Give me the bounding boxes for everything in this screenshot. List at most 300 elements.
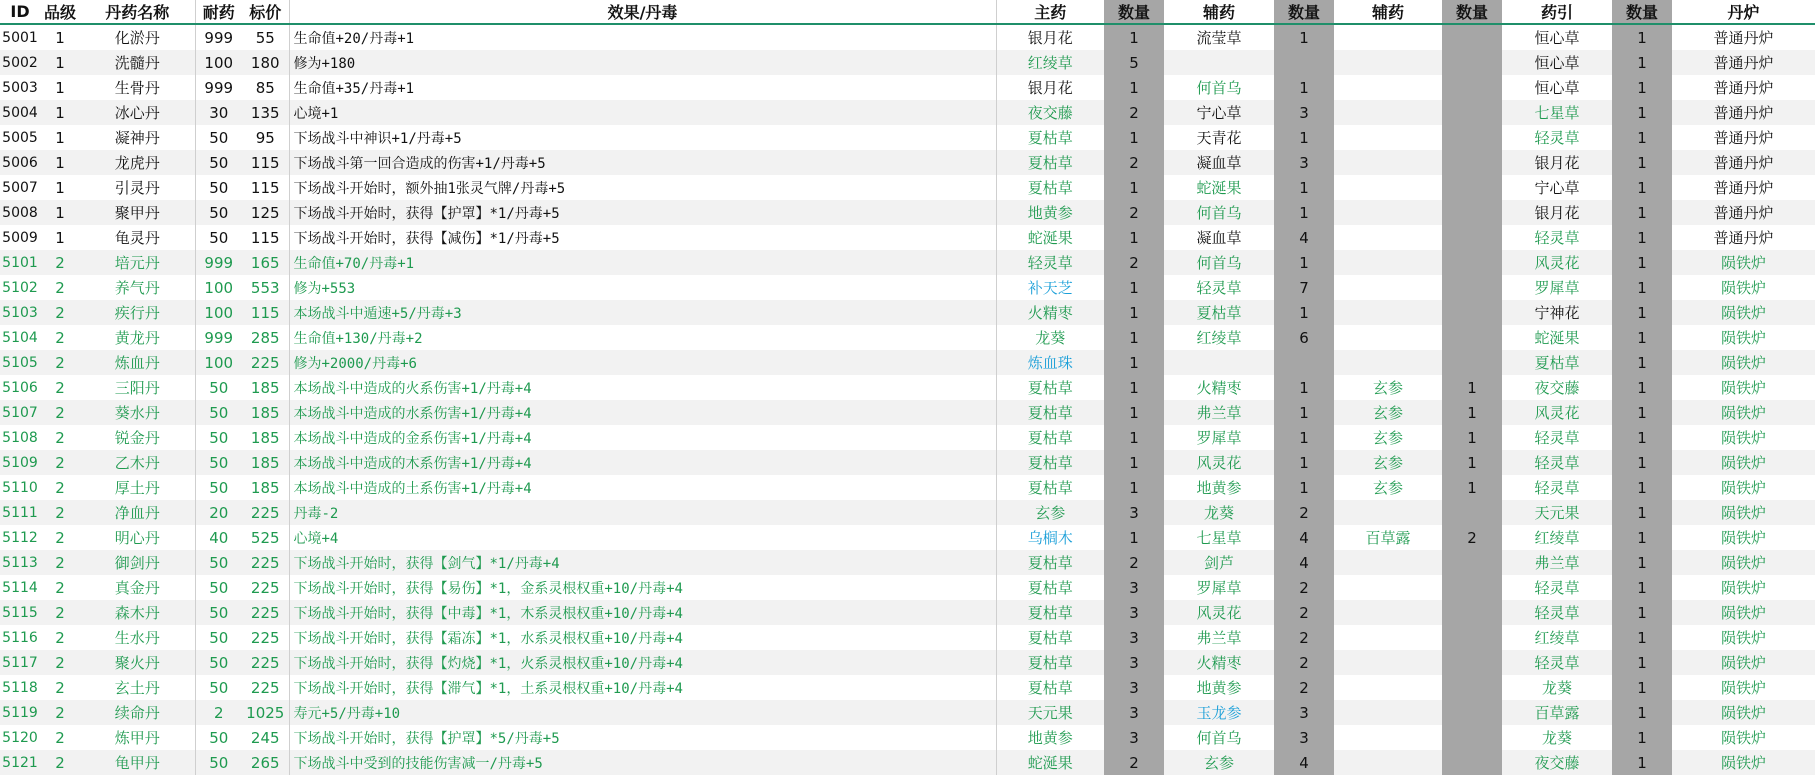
- cell-qty-3[interactable]: [1442, 24, 1502, 50]
- table-row[interactable]: [0, 225, 1815, 250]
- cell-qty-4[interactable]: 1: [1612, 300, 1672, 325]
- cell-grade[interactable]: 1: [55, 28, 65, 47]
- cell-price[interactable]: 115: [242, 150, 289, 175]
- cell-aux-herb-2[interactable]: [1334, 725, 1442, 750]
- cell-pill-name[interactable]: 凝神丹: [114, 129, 160, 147]
- cell-effect[interactable]: 修为+553: [289, 275, 996, 300]
- cell-aux-herb-2[interactable]: [1334, 75, 1442, 100]
- cell-resistance[interactable]: 999: [195, 250, 242, 275]
- cell-qty-2[interactable]: 4: [1274, 750, 1334, 775]
- cell-resistance[interactable]: 50: [195, 625, 242, 650]
- cell-grade[interactable]: 2: [40, 650, 80, 675]
- table-row[interactable]: [0, 575, 1815, 600]
- cell-aux-herb-2[interactable]: [1334, 150, 1442, 175]
- cell-qty-4[interactable]: 1: [1612, 450, 1672, 475]
- cell-id[interactable]: 5111: [0, 500, 40, 525]
- cell-pill-name[interactable]: 培元丹: [80, 250, 195, 275]
- cell-grade[interactable]: 2: [55, 278, 65, 297]
- cell-aux-herb-2[interactable]: [1334, 625, 1442, 650]
- cell-resistance[interactable]: 50: [195, 475, 242, 500]
- cell-furnace[interactable]: 陨铁炉: [1720, 279, 1766, 297]
- cell-aux-herb-2[interactable]: 玄参: [1372, 429, 1403, 447]
- cell-furnace[interactable]: 陨铁炉: [1672, 550, 1815, 575]
- cell-pill-name[interactable]: 龟灵丹: [114, 229, 160, 247]
- cell-price[interactable]: 225: [250, 578, 280, 597]
- table-row[interactable]: [0, 675, 1815, 700]
- cell-furnace[interactable]: 陨铁炉: [1672, 700, 1815, 725]
- cell-qty-2[interactable]: 3: [1274, 700, 1334, 725]
- cell-pill-name[interactable]: 冰心丹: [80, 100, 195, 125]
- col-header-grade[interactable]: 品级: [40, 0, 80, 24]
- cell-price[interactable]: 125: [242, 200, 289, 225]
- cell-resistance[interactable]: 999: [195, 325, 242, 350]
- table-row[interactable]: [0, 525, 1815, 550]
- cell-furnace[interactable]: 普通丹炉: [1713, 79, 1774, 97]
- cell-qty-2[interactable]: 1: [1274, 75, 1334, 100]
- cell-resistance[interactable]: 100: [195, 275, 242, 300]
- cell-effect[interactable]: 丹毒-2: [289, 500, 996, 525]
- cell-resistance[interactable]: 50: [195, 150, 242, 175]
- cell-qty-1[interactable]: 3: [1104, 500, 1164, 525]
- cell-id[interactable]: 5102: [2, 279, 38, 296]
- cell-aux-herb-1[interactable]: 剑芦: [1164, 550, 1274, 575]
- cell-id[interactable]: 5109: [0, 450, 40, 475]
- cell-qty-4[interactable]: 1: [1612, 600, 1672, 625]
- cell-price[interactable]: 265: [242, 750, 289, 775]
- cell-effect[interactable]: 下场战斗开始时，获得【灼烧】*1，火系灵根权重+10/丹毒+4: [289, 650, 996, 675]
- cell-qty-1[interactable]: 1: [1104, 400, 1164, 425]
- cell-furnace[interactable]: 陨铁炉: [1672, 450, 1815, 475]
- cell-id[interactable]: 5120: [2, 729, 38, 746]
- cell-main-herb[interactable]: 天元果: [996, 700, 1104, 725]
- cell-qty-2[interactable]: 6: [1274, 325, 1334, 350]
- cell-qty-1[interactable]: 2: [1104, 200, 1164, 225]
- cell-aux-herb-1[interactable]: 玄参: [1164, 750, 1274, 775]
- cell-qty-2[interactable]: 1: [1274, 300, 1334, 325]
- cell-main-herb[interactable]: 夏枯草: [996, 475, 1104, 500]
- cell-effect[interactable]: 生命值+20/丹毒+1: [289, 24, 996, 50]
- cell-qty-1[interactable]: 5: [1104, 50, 1164, 75]
- col-header-name[interactable]: 丹药名称: [80, 0, 195, 24]
- cell-grade[interactable]: 2: [40, 750, 80, 775]
- cell-effect[interactable]: 下场战斗开始时，获得【护罩】*5/丹毒+5: [289, 725, 996, 750]
- cell-qty-4[interactable]: 1: [1612, 325, 1672, 350]
- cell-qty-2[interactable]: 2: [1274, 600, 1334, 625]
- cell-main-herb[interactable]: 龙葵: [996, 325, 1104, 350]
- cell-catalyst[interactable]: 风灵花: [1502, 400, 1612, 425]
- cell-qty-1[interactable]: 1: [1104, 300, 1164, 325]
- cell-grade[interactable]: 2: [40, 400, 80, 425]
- cell-qty-2[interactable]: 1: [1274, 250, 1334, 275]
- cell-aux-herb-2[interactable]: 百草露: [1365, 529, 1411, 547]
- cell-qty-4[interactable]: 1: [1612, 75, 1672, 100]
- cell-aux-herb-2[interactable]: [1334, 325, 1442, 350]
- cell-resistance[interactable]: 50: [195, 575, 242, 600]
- cell-qty-2[interactable]: 1: [1274, 375, 1334, 400]
- cell-aux-herb-1[interactable]: 凝血草: [1164, 150, 1274, 175]
- cell-catalyst[interactable]: 罗犀草: [1534, 279, 1580, 297]
- cell-main-herb[interactable]: 夏枯草: [996, 675, 1104, 700]
- cell-qty-4[interactable]: 1: [1612, 525, 1672, 550]
- cell-resistance[interactable]: 50: [195, 675, 242, 700]
- cell-qty-3[interactable]: [1442, 150, 1502, 175]
- cell-price[interactable]: 135: [242, 100, 289, 125]
- cell-grade[interactable]: 2: [55, 328, 65, 347]
- col-header-price[interactable]: 标价: [242, 0, 289, 24]
- cell-catalyst[interactable]: 弗兰草: [1502, 550, 1612, 575]
- cell-catalyst[interactable]: 轻灵草: [1534, 429, 1580, 447]
- cell-aux-herb-1[interactable]: 流莹草: [1196, 29, 1242, 47]
- cell-qty-1[interactable]: 1: [1104, 350, 1164, 375]
- cell-aux-herb-2[interactable]: [1334, 500, 1442, 525]
- cell-id[interactable]: 5117: [0, 650, 40, 675]
- cell-aux-herb-2[interactable]: [1334, 225, 1442, 250]
- cell-qty-3[interactable]: 2: [1442, 525, 1502, 550]
- cell-effect[interactable]: 心境+4: [289, 525, 996, 550]
- cell-furnace[interactable]: 普通丹炉: [1713, 179, 1774, 197]
- cell-furnace[interactable]: 普通丹炉: [1672, 150, 1815, 175]
- cell-qty-1[interactable]: 1: [1104, 125, 1164, 150]
- cell-price[interactable]: 165: [242, 250, 289, 275]
- cell-furnace[interactable]: 陨铁炉: [1720, 379, 1766, 397]
- cell-qty-3[interactable]: 1: [1442, 400, 1502, 425]
- cell-qty-4[interactable]: 1: [1612, 350, 1672, 375]
- col-header-qty-1[interactable]: 数量: [1104, 0, 1164, 24]
- cell-aux-herb-1[interactable]: 蛇涎果: [1196, 179, 1242, 197]
- cell-catalyst[interactable]: 红绫草: [1534, 529, 1580, 547]
- cell-aux-herb-2[interactable]: [1334, 300, 1442, 325]
- col-header-qty-4[interactable]: 数量: [1612, 0, 1672, 24]
- table-row[interactable]: [0, 550, 1815, 575]
- cell-furnace[interactable]: 陨铁炉: [1720, 729, 1766, 747]
- cell-aux-herb-2[interactable]: [1334, 350, 1442, 375]
- cell-furnace[interactable]: 陨铁炉: [1720, 329, 1766, 347]
- cell-price[interactable]: 180: [242, 50, 289, 75]
- cell-qty-1[interactable]: 3: [1104, 650, 1164, 675]
- cell-resistance[interactable]: 100: [195, 50, 242, 75]
- cell-qty-1[interactable]: 3: [1104, 600, 1164, 625]
- cell-qty-2[interactable]: 2: [1274, 625, 1334, 650]
- cell-qty-3[interactable]: [1442, 300, 1502, 325]
- col-header-id[interactable]: ID: [0, 0, 40, 24]
- col-header-qty-3[interactable]: 数量: [1442, 0, 1502, 24]
- cell-qty-1[interactable]: 1: [1104, 425, 1164, 450]
- cell-aux-herb-2[interactable]: [1334, 50, 1442, 75]
- cell-main-herb[interactable]: 夏枯草: [996, 375, 1104, 400]
- cell-qty-1[interactable]: 3: [1104, 700, 1164, 725]
- cell-effect[interactable]: 下场战斗开始时，获得【霜冻】*1，水系灵根权重+10/丹毒+4: [289, 625, 996, 650]
- cell-qty-4[interactable]: 1: [1612, 225, 1672, 250]
- cell-price[interactable]: 225: [242, 600, 289, 625]
- cell-furnace[interactable]: 普通丹炉: [1713, 129, 1774, 147]
- table-row[interactable]: [0, 100, 1815, 125]
- cell-grade[interactable]: 2: [55, 478, 65, 497]
- cell-price[interactable]: 285: [250, 328, 280, 347]
- cell-furnace[interactable]: 陨铁炉: [1720, 429, 1766, 447]
- cell-qty-2[interactable]: 3: [1274, 725, 1334, 750]
- cell-qty-2[interactable]: 1: [1274, 200, 1334, 225]
- table-row[interactable]: [0, 200, 1815, 225]
- cell-catalyst[interactable]: 龙葵: [1541, 729, 1572, 747]
- cell-aux-herb-2[interactable]: [1334, 24, 1442, 50]
- cell-aux-herb-1[interactable]: 罗犀草: [1196, 579, 1242, 597]
- table-row[interactable]: [0, 175, 1815, 200]
- cell-catalyst[interactable]: 百草露: [1502, 700, 1612, 725]
- cell-qty-3[interactable]: [1442, 500, 1502, 525]
- cell-pill-name[interactable]: 续命丹: [80, 700, 195, 725]
- col-header-resistance[interactable]: 耐药: [195, 0, 242, 24]
- cell-aux-herb-2[interactable]: [1334, 250, 1442, 275]
- cell-qty-4[interactable]: 1: [1612, 50, 1672, 75]
- cell-pill-name[interactable]: 明心丹: [114, 529, 160, 547]
- cell-price[interactable]: 225: [242, 500, 289, 525]
- cell-resistance[interactable]: 50: [195, 450, 242, 475]
- table-row[interactable]: [0, 75, 1815, 100]
- cell-effect[interactable]: 心境+1: [289, 100, 996, 125]
- cell-grade[interactable]: 2: [40, 500, 80, 525]
- cell-pill-name[interactable]: 真金丹: [114, 579, 160, 597]
- cell-resistance[interactable]: 999: [195, 75, 242, 100]
- cell-id[interactable]: 5113: [0, 550, 40, 575]
- cell-qty-3[interactable]: [1442, 350, 1502, 375]
- cell-main-herb[interactable]: 夏枯草: [996, 425, 1104, 450]
- cell-catalyst[interactable]: 轻灵草: [1534, 479, 1580, 497]
- cell-grade[interactable]: 2: [40, 700, 80, 725]
- cell-aux-herb-1[interactable]: 龙葵: [1164, 500, 1274, 525]
- cell-aux-herb-2[interactable]: 玄参: [1334, 450, 1442, 475]
- cell-qty-3[interactable]: [1442, 325, 1502, 350]
- cell-qty-3[interactable]: [1442, 75, 1502, 100]
- cell-qty-4[interactable]: 1: [1612, 250, 1672, 275]
- table-row[interactable]: [0, 150, 1815, 175]
- cell-qty-3[interactable]: 1: [1442, 425, 1502, 450]
- cell-price[interactable]: 185: [250, 378, 280, 397]
- table-row[interactable]: [0, 125, 1815, 150]
- cell-catalyst[interactable]: 轻灵草: [1502, 650, 1612, 675]
- cell-aux-herb-1[interactable]: 弗兰草: [1196, 629, 1242, 647]
- cell-catalyst[interactable]: 银月花: [1502, 150, 1612, 175]
- cell-qty-2[interactable]: 7: [1274, 275, 1334, 300]
- cell-resistance[interactable]: 50: [195, 125, 242, 150]
- cell-furnace[interactable]: 陨铁炉: [1672, 250, 1815, 275]
- cell-main-herb[interactable]: 夏枯草: [996, 150, 1104, 175]
- cell-pill-name[interactable]: 玄土丹: [114, 679, 160, 697]
- table-row[interactable]: [0, 275, 1815, 300]
- cell-qty-1[interactable]: 1: [1104, 450, 1164, 475]
- cell-effect[interactable]: 本场战斗中遁速+5/丹毒+3: [289, 300, 996, 325]
- cell-main-herb[interactable]: 夏枯草: [996, 600, 1104, 625]
- cell-qty-4[interactable]: 1: [1612, 550, 1672, 575]
- cell-pill-name[interactable]: 疾行丹: [80, 300, 195, 325]
- cell-qty-1[interactable]: 2: [1104, 250, 1164, 275]
- cell-qty-3[interactable]: 1: [1442, 375, 1502, 400]
- cell-qty-2[interactable]: 1: [1274, 175, 1334, 200]
- cell-qty-2[interactable]: 4: [1274, 550, 1334, 575]
- cell-grade[interactable]: 1: [40, 200, 80, 225]
- cell-resistance[interactable]: 50: [195, 750, 242, 775]
- cell-qty-4[interactable]: 1: [1612, 150, 1672, 175]
- cell-catalyst[interactable]: 恒心草: [1502, 50, 1612, 75]
- cell-aux-herb-1[interactable]: 何首乌: [1196, 729, 1242, 747]
- cell-aux-herb-2[interactable]: 玄参: [1372, 379, 1403, 397]
- cell-id[interactable]: 5112: [2, 529, 38, 546]
- cell-qty-2[interactable]: 3: [1274, 150, 1334, 175]
- cell-qty-2[interactable]: 2: [1274, 650, 1334, 675]
- cell-resistance[interactable]: 999: [195, 24, 242, 50]
- cell-id[interactable]: 5119: [0, 700, 40, 725]
- cell-id[interactable]: 5001: [2, 29, 38, 46]
- table-row[interactable]: [0, 725, 1815, 750]
- cell-id[interactable]: 5104: [2, 329, 38, 346]
- cell-qty-4[interactable]: 1: [1612, 700, 1672, 725]
- col-header-catalyst[interactable]: 药引: [1502, 0, 1612, 24]
- cell-price[interactable]: 225: [242, 650, 289, 675]
- cell-id[interactable]: 5105: [0, 350, 40, 375]
- cell-qty-3[interactable]: [1442, 225, 1502, 250]
- cell-qty-2[interactable]: 1: [1274, 450, 1334, 475]
- cell-furnace[interactable]: 陨铁炉: [1672, 400, 1815, 425]
- cell-furnace[interactable]: 陨铁炉: [1720, 529, 1766, 547]
- cell-qty-3[interactable]: [1442, 600, 1502, 625]
- cell-qty-4[interactable]: 1: [1612, 375, 1672, 400]
- cell-main-herb[interactable]: 夏枯草: [996, 575, 1104, 600]
- cell-price[interactable]: 245: [250, 728, 280, 747]
- cell-qty-4[interactable]: 1: [1612, 725, 1672, 750]
- cell-aux-herb-2[interactable]: 玄参: [1334, 400, 1442, 425]
- cell-aux-herb-1[interactable]: 凝血草: [1196, 229, 1242, 247]
- cell-main-herb[interactable]: 夏枯草: [996, 175, 1104, 200]
- cell-catalyst[interactable]: 宁神花: [1502, 300, 1612, 325]
- cell-effect[interactable]: 下场战斗第一回合造成的伤害+1/丹毒+5: [289, 150, 996, 175]
- cell-catalyst[interactable]: 夜交藤: [1534, 379, 1580, 397]
- cell-main-herb[interactable]: 银月花: [996, 75, 1104, 100]
- cell-furnace[interactable]: 陨铁炉: [1720, 579, 1766, 597]
- cell-resistance[interactable]: 40: [195, 525, 242, 550]
- cell-main-herb[interactable]: 夏枯草: [996, 450, 1104, 475]
- cell-grade[interactable]: 2: [40, 450, 80, 475]
- cell-catalyst[interactable]: 恒心草: [1534, 79, 1580, 97]
- cell-effect[interactable]: 寿元+5/丹毒+10: [289, 700, 996, 725]
- cell-qty-1[interactable]: 3: [1104, 675, 1164, 700]
- cell-furnace[interactable]: 普通丹炉: [1713, 29, 1774, 47]
- cell-qty-1[interactable]: 2: [1104, 100, 1164, 125]
- cell-furnace[interactable]: 陨铁炉: [1720, 479, 1766, 497]
- cell-catalyst[interactable]: 恒心草: [1534, 29, 1580, 47]
- cell-main-herb[interactable]: 夏枯草: [996, 125, 1104, 150]
- table-row[interactable]: [0, 750, 1815, 775]
- cell-id[interactable]: 5103: [0, 300, 40, 325]
- cell-main-herb[interactable]: 银月花: [996, 24, 1104, 50]
- cell-aux-herb-1[interactable]: 宁心草: [1164, 100, 1274, 125]
- cell-pill-name[interactable]: 黄龙丹: [114, 329, 160, 347]
- cell-qty-1[interactable]: 1: [1104, 175, 1164, 200]
- cell-effect[interactable]: 下场战斗开始时，获得【中毒】*1，木系灵根权重+10/丹毒+4: [289, 600, 996, 625]
- cell-pill-name[interactable]: 锐金丹: [114, 429, 160, 447]
- cell-qty-3[interactable]: [1442, 675, 1502, 700]
- cell-qty-4[interactable]: 1: [1612, 175, 1672, 200]
- cell-main-herb[interactable]: 炼血珠: [996, 350, 1104, 375]
- cell-qty-1[interactable]: 1: [1104, 24, 1164, 50]
- cell-effect[interactable]: 修为+180: [289, 50, 996, 75]
- cell-grade[interactable]: 1: [40, 150, 80, 175]
- table-row[interactable]: [0, 375, 1815, 400]
- cell-pill-name[interactable]: 御剑丹: [80, 550, 195, 575]
- cell-resistance[interactable]: 50: [195, 725, 242, 750]
- cell-price[interactable]: 525: [250, 528, 280, 547]
- cell-qty-1[interactable]: 2: [1104, 150, 1164, 175]
- cell-pill-name[interactable]: 聚甲丹: [80, 200, 195, 225]
- col-header-qty-2[interactable]: 数量: [1274, 0, 1334, 24]
- table-row[interactable]: [0, 650, 1815, 675]
- cell-aux-herb-1[interactable]: 天青花: [1196, 129, 1242, 147]
- cell-main-herb[interactable]: 夏枯草: [996, 650, 1104, 675]
- cell-pill-name[interactable]: 引灵丹: [114, 179, 160, 197]
- cell-pill-name[interactable]: 生骨丹: [114, 79, 160, 97]
- cell-effect[interactable]: 下场战斗开始时，获得【剑气】*1/丹毒+4: [289, 550, 996, 575]
- cell-aux-herb-2[interactable]: [1334, 600, 1442, 625]
- cell-price[interactable]: 185: [250, 478, 280, 497]
- cell-qty-1[interactable]: 3: [1104, 575, 1164, 600]
- cell-pill-name[interactable]: 化淤丹: [114, 29, 160, 47]
- cell-aux-herb-1[interactable]: 何首乌: [1164, 200, 1274, 225]
- cell-furnace[interactable]: 陨铁炉: [1672, 300, 1815, 325]
- cell-qty-1[interactable]: 3: [1104, 725, 1164, 750]
- cell-price[interactable]: 115: [250, 228, 280, 247]
- cell-qty-3[interactable]: [1442, 125, 1502, 150]
- cell-grade[interactable]: 2: [55, 728, 65, 747]
- cell-qty-1[interactable]: 1: [1104, 475, 1164, 500]
- cell-qty-3[interactable]: [1442, 250, 1502, 275]
- cell-qty-3[interactable]: [1442, 200, 1502, 225]
- cell-qty-4[interactable]: 1: [1612, 625, 1672, 650]
- cell-qty-1[interactable]: 2: [1104, 550, 1164, 575]
- cell-aux-herb-2[interactable]: [1334, 275, 1442, 300]
- cell-effect[interactable]: 下场战斗开始时，获得【减伤】*1/丹毒+5: [289, 225, 996, 250]
- cell-pill-name[interactable]: 洗髓丹: [80, 50, 195, 75]
- cell-catalyst[interactable]: 轻灵草: [1502, 450, 1612, 475]
- cell-qty-4[interactable]: 1: [1612, 675, 1672, 700]
- cell-main-herb[interactable]: 地黄参: [996, 725, 1104, 750]
- cell-main-herb[interactable]: 补天芝: [996, 275, 1104, 300]
- cell-aux-herb-1[interactable]: 玉龙参: [1164, 700, 1274, 725]
- cell-qty-2[interactable]: 4: [1274, 525, 1334, 550]
- cell-resistance[interactable]: 50: [195, 400, 242, 425]
- cell-price[interactable]: 185: [242, 450, 289, 475]
- cell-effect[interactable]: 下场战斗开始时，额外抽1张灵气牌/丹毒+5: [289, 175, 996, 200]
- col-header-aux-herb-2[interactable]: 辅药: [1334, 0, 1442, 24]
- cell-id[interactable]: 5002: [0, 50, 40, 75]
- cell-qty-2[interactable]: 2: [1274, 500, 1334, 525]
- cell-grade[interactable]: 2: [40, 300, 80, 325]
- cell-catalyst[interactable]: 轻灵草: [1534, 129, 1580, 147]
- cell-qty-3[interactable]: 1: [1442, 475, 1502, 500]
- cell-qty-2[interactable]: [1274, 50, 1334, 75]
- cell-qty-3[interactable]: [1442, 750, 1502, 775]
- cell-grade[interactable]: 2: [40, 600, 80, 625]
- cell-id[interactable]: 5108: [2, 429, 38, 446]
- cell-catalyst[interactable]: 轻灵草: [1534, 229, 1580, 247]
- table-row[interactable]: [0, 700, 1815, 725]
- cell-resistance[interactable]: 20: [195, 500, 242, 525]
- table-row[interactable]: [0, 425, 1815, 450]
- cell-qty-2[interactable]: 4: [1274, 225, 1334, 250]
- cell-effect[interactable]: 生命值+35/丹毒+1: [289, 75, 996, 100]
- cell-qty-2[interactable]: 1: [1274, 24, 1334, 50]
- cell-qty-1[interactable]: 1: [1104, 375, 1164, 400]
- cell-aux-herb-1[interactable]: 何首乌: [1164, 250, 1274, 275]
- cell-price[interactable]: 185: [250, 428, 280, 447]
- cell-main-herb[interactable]: 夏枯草: [996, 550, 1104, 575]
